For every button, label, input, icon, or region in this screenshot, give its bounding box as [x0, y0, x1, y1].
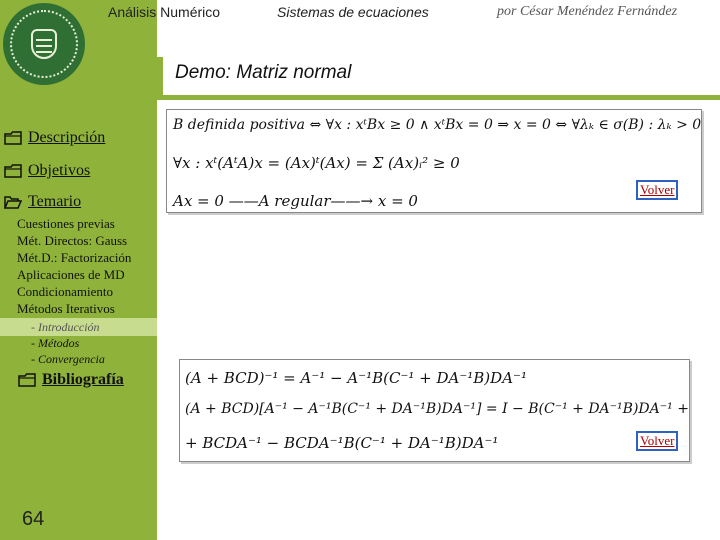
volver-button[interactable]: Volver	[636, 180, 678, 200]
temario-item[interactable]: Aplicaciones de MD	[17, 267, 125, 282]
temario-item[interactable]: Mét.D.: Factorización	[17, 250, 132, 265]
formula-line: ∀x : xᵗ(AᵗA)x = (Ax)ᵗ(Ax) = Σ (Ax)ᵢ² ≥ 0	[173, 154, 460, 172]
slide-title: Demo: Matriz normal	[175, 62, 352, 83]
temario-item[interactable]: Mét. Directos: Gauss	[17, 233, 128, 248]
volver-button[interactable]: Volver	[636, 431, 678, 451]
page-number: 64	[22, 508, 45, 530]
nav-descripcion[interactable]	[4, 129, 105, 147]
subitem-convergencia[interactable]: - Convergencia	[31, 352, 105, 366]
header-author: por César Menéndez Fernández	[497, 4, 678, 19]
formula-line: (A + BCD)[A⁻¹ − A⁻¹B(C⁻¹ + DA⁻¹B)DA⁻¹] = I − B(C⁻¹ + DA⁻¹B)DA⁻¹ +	[185, 401, 689, 417]
formula-box-positive-definite	[166, 109, 702, 213]
header-course: Análisis Numérico	[108, 4, 221, 20]
folder-closed-icon	[18, 373, 36, 387]
nav-objetivos-label: Objetivos	[28, 162, 91, 179]
nav-bibliografia[interactable]	[18, 371, 124, 389]
title-rule	[157, 95, 720, 100]
temario-item[interactable]: Cuestiones previas	[17, 216, 115, 231]
temario-list	[17, 215, 131, 317]
formula-line: (A + BCD)⁻¹ = A⁻¹ − A⁻¹B(C⁻¹ + DA⁻¹B)DA⁻¹	[185, 369, 527, 387]
formula-box-inverse-identity	[179, 359, 690, 462]
folder-open-icon	[4, 195, 22, 209]
nav-objetivos[interactable]	[4, 162, 90, 180]
university-seal-icon	[3, 3, 85, 85]
subitem-metodos[interactable]: - Métodos	[31, 336, 80, 350]
formula-line: Ax = 0 ——A regular——→ x = 0	[173, 192, 418, 210]
header-topic: Sistemas de ecuaciones	[277, 4, 429, 20]
seal-shield	[31, 29, 57, 59]
formula-line: + BCDA⁻¹ − BCDA⁻¹B(C⁻¹ + DA⁻¹B)DA⁻¹	[185, 434, 499, 452]
formula-line: B definida positiva ⇔ ∀x : xᵗBx ≥ 0 ∧ xᵗBx = 0 ⇒ x = 0 ⇔ ∀λₖ ∈ σ(B) : λₖ > 0	[173, 117, 702, 133]
nav-bibliografia-label: Bibliografía	[42, 371, 124, 388]
nav-temario[interactable]	[4, 193, 81, 211]
folder-closed-icon	[4, 131, 22, 145]
temario-item[interactable]: Métodos Iterativos	[17, 301, 115, 316]
title-tab	[157, 57, 163, 100]
nav-temario-label: Temario	[28, 193, 82, 210]
temario-item[interactable]: Condicionamiento	[17, 284, 114, 299]
folder-closed-icon	[4, 164, 22, 178]
nav-descripcion-label: Descripción	[28, 129, 106, 146]
subitem-introduccion[interactable]: - Introducción	[31, 320, 100, 334]
